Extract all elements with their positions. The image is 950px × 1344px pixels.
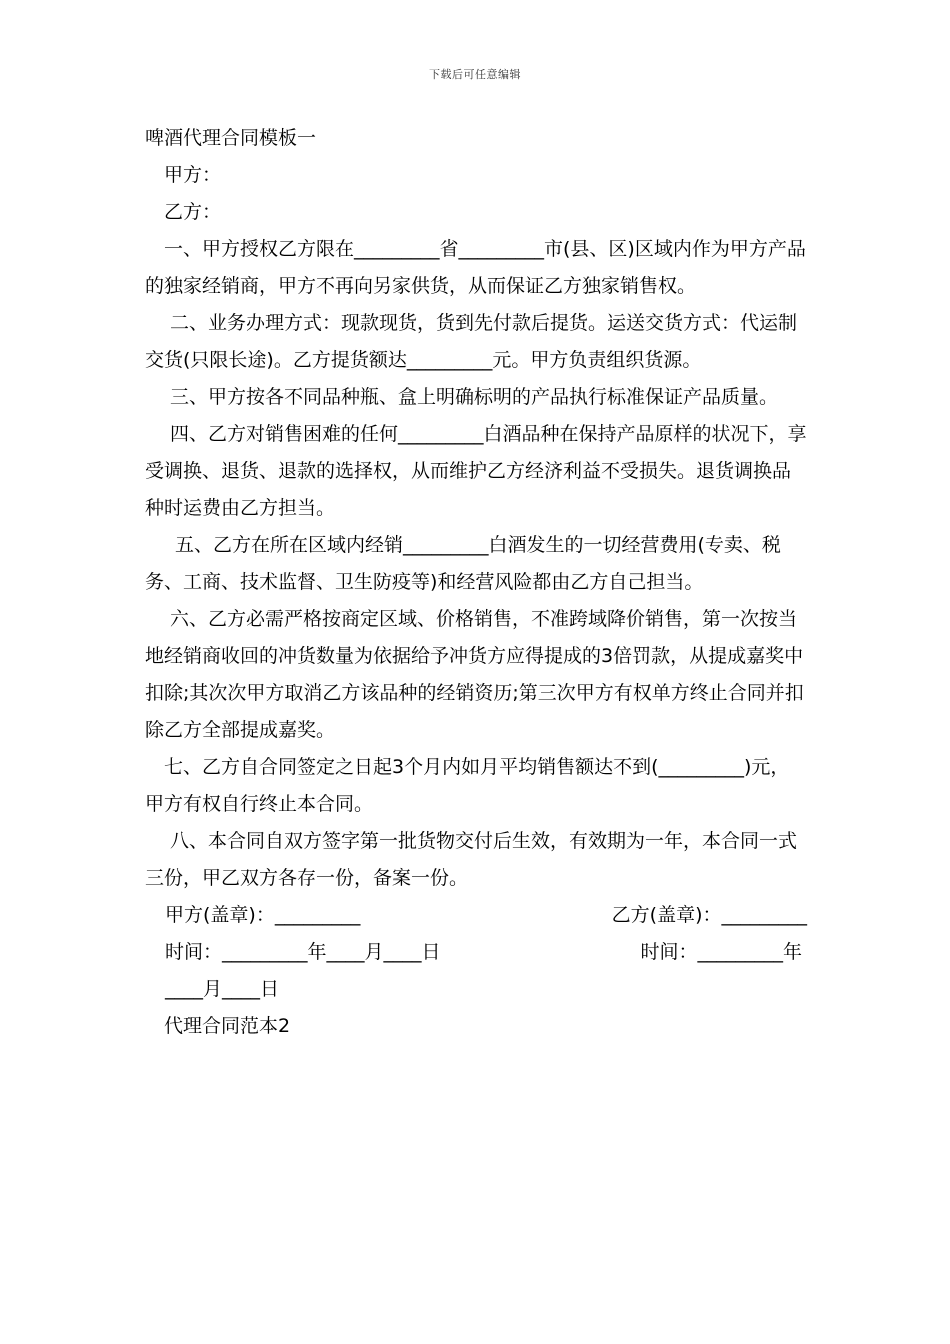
date-row <box>145 934 807 1008</box>
contract-document <box>145 120 807 1045</box>
party-b-date: 时间：_________年____月____日 <box>165 941 803 1000</box>
party-b-seal: 乙方(盖章)：_________ <box>611 904 807 926</box>
clause-8: 八、本合同自双方签字第一批货物交付后生效，有效期为一年，本合同一式三份，甲乙双方各存一份，备案一份。 <box>145 830 798 889</box>
clause-6: 六、乙方必需严格按商定区域、价格销售，不准跨域降价销售，第一次按当地经销商收回的冲货数量为依据给予冲货方应得提成的3倍罚款，从提成嘉奖中扣除;其次次甲方取消乙方该品种的经销资历;第三次甲方有权单方终止合同并扣除乙方全部提成嘉奖。 <box>145 608 804 741</box>
page-header-note: 下载后可任意编辑 <box>429 68 521 81</box>
clause-1: 一、甲方授权乙方限在_________省_________市(县、区)区域内作为甲方产品的独家经销商，甲方不再向另家供货，从而保证乙方独家销售权。 <box>145 238 806 297</box>
party-b-label: 乙方： <box>164 201 222 223</box>
party-a-seal: 甲方(盖章)：_________ <box>165 904 361 926</box>
clause-4: 四、乙方对销售困难的任何_________白酒品种在保持产品原样的状况下，享受调换、退货、退款的选择权，从而维护乙方经济利益不受损失。退货调换品种时运费由乙方担当。 <box>145 423 807 519</box>
clause-3: 三、甲方按各不同品种瓶、盒上明确标明的产品执行标准保证产品质量。 <box>170 386 779 408</box>
party-a-date: 时间：_________年____月____日 <box>165 941 441 963</box>
next-contract-title: 代理合同范本2 <box>164 1015 291 1037</box>
party-a-label: 甲方： <box>164 164 222 186</box>
contract-title: 啤酒代理合同模板一 <box>145 127 317 149</box>
clause-2: 二、业务办理方式：现款现货，货到先付款后提货。运送交货方式：代运制交货(只限长途)。乙方提货额达_________元。甲方负责组织货源。 <box>145 312 798 371</box>
clause-5: 五、乙方在所在区域内经销_________白酒发生的一切经营费用(专卖、税务、工商、技术监督、卫生防疫等)和经营风险都由乙方自己担当。 <box>145 534 781 593</box>
clause-7: 七、乙方自合同签定之日起3个月内如月平均销售额达不到(_________)元，甲方有权自行终止本合同。 <box>145 756 790 815</box>
signature-row <box>145 897 807 934</box>
